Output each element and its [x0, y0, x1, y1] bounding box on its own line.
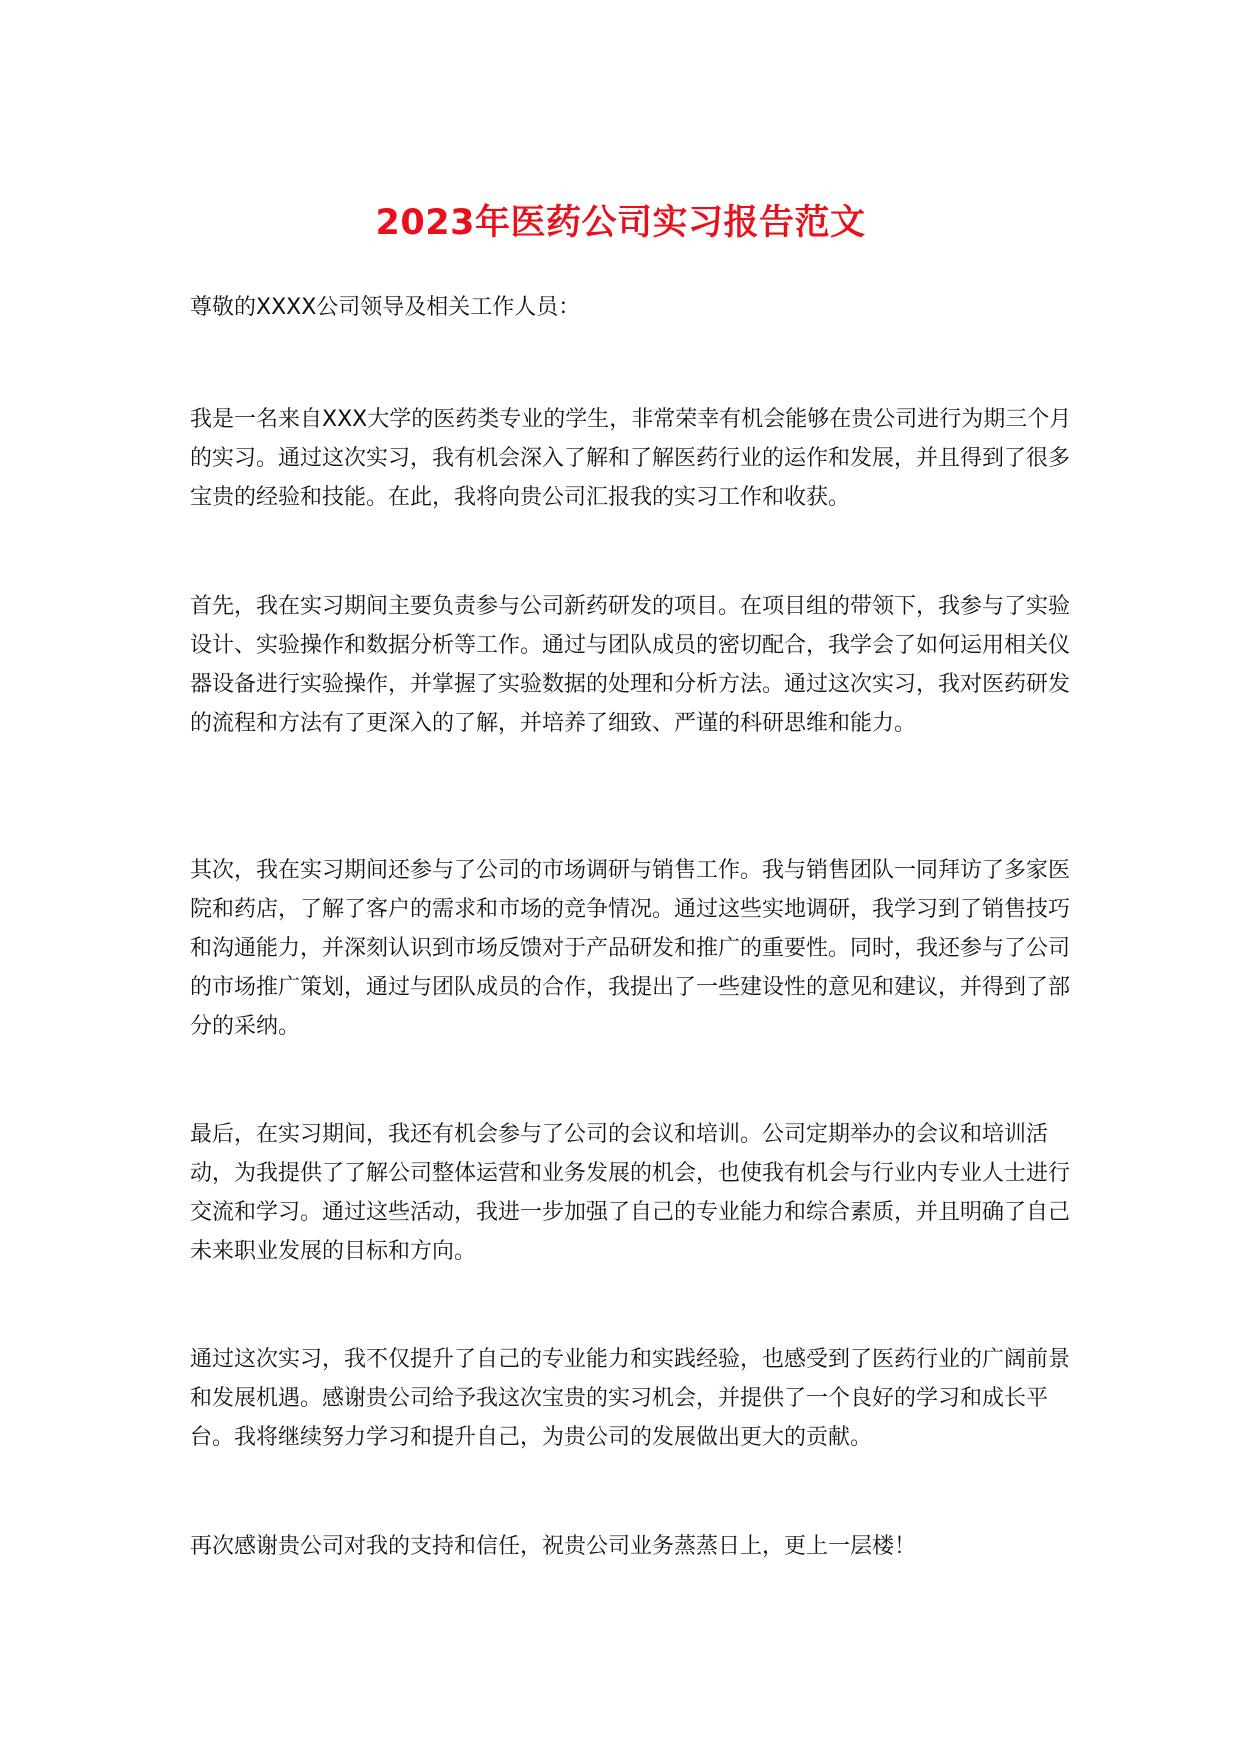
paragraph-research: 首先，我在实习期间主要负责参与公司新药研发的项目。在项目组的带领下，我参与了实验设计、实验操作和数据分析等工作。通过与团队成员的密切配合，我学会了如何运用相关仪器设备进行实验操作，并掌握了实验数据的处理和分析方法。通过这次实习，我对医药研发的流程和方法有了更深入的了解，并培养了细致、严谨的科研思维和能力。 — [190, 594, 1071, 736]
greeting: 尊敬的XXXX公司领导及相关工作人员： — [190, 295, 581, 320]
paragraph-training: 最后，在实习期间，我还有机会参与了公司的会议和培训。公司定期举办的会议和培训活动，为我提供了了解公司整体运营和业务发展的机会，也使我有机会与行业内专业人士进行交流和学习。通过这些活动，我进一步加强了自己的专业能力和综合素质，并且明确了自己未来职业发展的目标和方向。 — [190, 1122, 1071, 1264]
paragraph-summary: 通过这次实习，我不仅提升了自己的专业能力和实践经验，也感受到了医药行业的广阔前景和发展机遇。感谢贵公司给予我这次宝贵的实习机会，并提供了一个良好的学习和成长平台。我将继续努力学习和提升自己，为贵公司的发展做出更大的贡献。 — [190, 1347, 1071, 1450]
paragraph-marketing: 其次，我在实习期间还参与了公司的市场调研与销售工作。我与销售团队一同拜访了多家医院和药店，了解了客户的需求和市场的竞争情况。通过这些实地调研，我学习到了销售技巧和沟通能力，并深刻认识到市场反馈对于产品研发和推广的重要性。同时，我还参与了公司的市场推广策划，通过与团队成员的合作，我提出了一些建设性的意见和建议，并得到了部分的采纳。 — [190, 858, 1071, 1039]
paragraph-intro: 我是一名来自XXX大学的医药类专业的学生，非常荣幸有机会能够在贵公司进行为期三个月的实习。通过这次实习，我有机会深入了解和了解医药行业的运作和发展，并且得到了很多宝贵的经验和技能。在此，我将向贵公司汇报我的实习工作和收获。 — [190, 407, 1072, 510]
document-title: 2023年医药公司实习报告范文 — [375, 203, 866, 244]
closing-line: 再次感谢贵公司对我的支持和信任，祝贵公司业务蒸蒸日上，更上一层楼！ — [190, 1534, 917, 1559]
